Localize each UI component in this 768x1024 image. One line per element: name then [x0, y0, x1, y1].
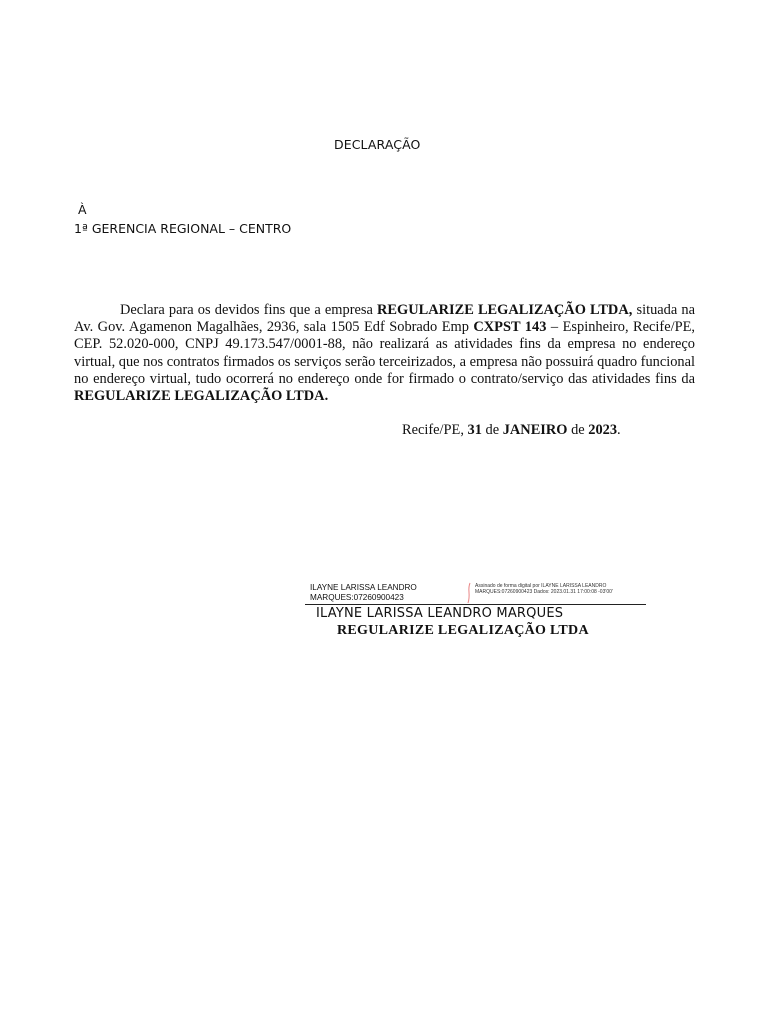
signer-company: REGULARIZE LEGALIZAÇÃO LTDA — [337, 623, 589, 638]
body-text-part: situada na Av. Gov. Agamenon Magalhães, 2936, sala 1505 Edf Sobrado Emp — [74, 302, 695, 336]
digital-signature-details: Assinado de forma digital por ILAYNE LARISSA LEANDRO MARQUES:07260900423 Dados: 2023.01.31 17:00:08 -03'00' — [475, 583, 613, 596]
date-day: 31 — [467, 422, 482, 438]
digital-signature-mark-icon — [466, 582, 472, 604]
declaration-body — [74, 302, 695, 405]
date-de: de — [567, 422, 589, 438]
date-month: JANEIRO — [502, 422, 568, 438]
building-code: CXPST 143 — [473, 319, 547, 336]
digital-signature-name: ILAYNE LARISSA LEANDRO MARQUES:07260900423 — [310, 583, 417, 602]
signer-name: ILAYNE LARISSA LEANDRO MARQUES — [316, 606, 564, 621]
signature-line — [305, 604, 646, 605]
date-prefix: Recife/PE, — [402, 422, 468, 438]
body-text-part: – Espinheiro, Recife/PE, CEP. 52.020-000, CNPJ 49.173.547/0001-88, não realizará as atividades fins da empresa no endereço virtual, que nos contratos firmados os serviços serão terceirizados, a empresa não possuirá quadro funcional no endereço virtual, tudo ocorrerá no endereço onde for firmado o contrato/serviço das atividades fins da — [74, 319, 695, 387]
company-name: REGULARIZE LEGALIZAÇÃO LTDA. — [74, 388, 329, 405]
date-line — [402, 422, 621, 439]
recipient: 1ª GERENCIA REGIONAL – CENTRO — [74, 221, 292, 236]
document-title: DECLARAÇÃO — [334, 137, 421, 152]
date-year: 2023 — [588, 422, 618, 438]
date-de: de — [481, 422, 503, 438]
body-text-part: Declara para os devidos fins que a empresa — [120, 302, 378, 318]
company-name: REGULARIZE LEGALIZAÇÃO LTDA, — [377, 302, 633, 318]
date-suffix: . — [617, 422, 621, 438]
addressee-prefix: À — [78, 202, 87, 217]
